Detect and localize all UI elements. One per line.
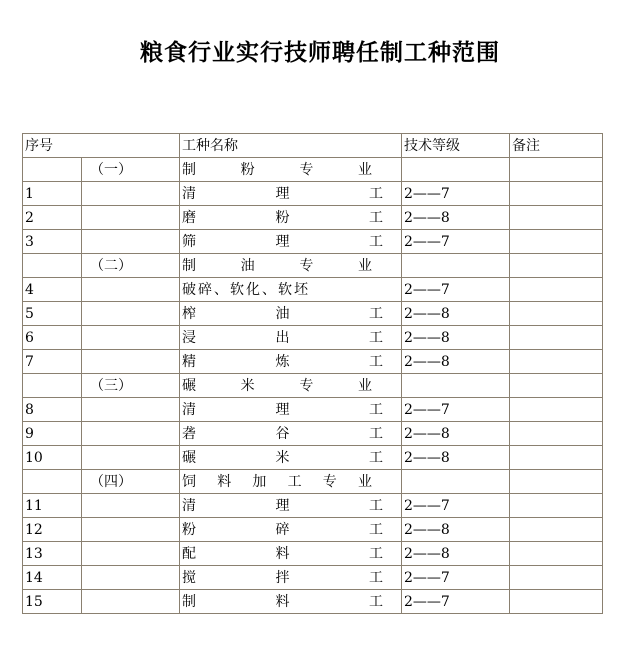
row-empty-cell <box>82 326 180 350</box>
row-empty-cell <box>82 446 180 470</box>
section-grade-empty <box>402 158 510 182</box>
table-row <box>23 494 603 518</box>
row-job-name <box>180 230 402 254</box>
row-serial-number: 10 <box>23 446 82 470</box>
section-name <box>180 374 402 398</box>
row-empty-cell <box>82 182 180 206</box>
row-job-name <box>180 206 402 230</box>
row-job-name-text: 搅 拌 工 <box>182 569 383 586</box>
row-job-name <box>180 542 402 566</box>
row-remarks <box>510 542 603 566</box>
table-row <box>23 278 603 302</box>
table-row <box>23 542 603 566</box>
section-row <box>23 470 603 494</box>
row-job-name-text: 碾 米 工 <box>182 449 383 466</box>
section-empty-cell <box>23 374 82 398</box>
table-row <box>23 398 603 422</box>
row-skill-grade: 2——7 <box>402 590 510 614</box>
row-empty-cell <box>82 278 180 302</box>
row-serial-number: 7 <box>23 350 82 374</box>
table-row <box>23 566 603 590</box>
row-empty-cell <box>82 494 180 518</box>
row-empty-cell <box>82 206 180 230</box>
section-note-empty <box>510 374 603 398</box>
job-scope-table <box>22 133 603 614</box>
row-job-name-text: 浸 出 工 <box>182 329 383 346</box>
section-label: （三） <box>82 374 180 398</box>
header-row <box>23 134 603 158</box>
row-remarks <box>510 326 603 350</box>
row-job-name-text: 配 料 工 <box>182 545 383 562</box>
row-serial-number: 3 <box>23 230 82 254</box>
table-row <box>23 422 603 446</box>
row-skill-grade: 2——8 <box>402 350 510 374</box>
section-note-empty <box>510 254 603 278</box>
row-job-name <box>180 326 402 350</box>
row-job-name <box>180 302 402 326</box>
section-empty-cell <box>23 470 82 494</box>
section-grade-empty <box>402 470 510 494</box>
section-row <box>23 374 603 398</box>
row-skill-grade: 2——8 <box>402 518 510 542</box>
row-remarks <box>510 278 603 302</box>
row-skill-grade: 2——7 <box>402 230 510 254</box>
section-grade-empty <box>402 374 510 398</box>
table-row <box>23 230 603 254</box>
row-job-name-text: 粉 碎 工 <box>182 521 383 538</box>
row-job-name <box>180 446 402 470</box>
row-serial-number: 11 <box>23 494 82 518</box>
row-skill-grade: 2——8 <box>402 446 510 470</box>
row-serial-number: 15 <box>23 590 82 614</box>
section-label: （二） <box>82 254 180 278</box>
row-remarks <box>510 230 603 254</box>
section-row <box>23 254 603 278</box>
row-job-name-text: 榨 油 工 <box>182 305 383 322</box>
row-job-name <box>180 398 402 422</box>
row-remarks <box>510 182 603 206</box>
section-row <box>23 158 603 182</box>
row-remarks <box>510 350 603 374</box>
table-row <box>23 326 603 350</box>
section-name-text: 碾 米 专 业 <box>182 377 372 394</box>
row-remarks <box>510 206 603 230</box>
row-remarks <box>510 494 603 518</box>
row-job-name-text: 清 理 工 <box>182 185 383 202</box>
row-job-name: 破碎、软化、软坯 <box>180 278 402 302</box>
row-job-name <box>180 350 402 374</box>
row-empty-cell <box>82 542 180 566</box>
row-job-name-text: 磨 粉 工 <box>182 209 383 226</box>
row-empty-cell <box>82 422 180 446</box>
row-skill-grade: 2——8 <box>402 326 510 350</box>
section-name-text: 饲 料 加 工 专 业 <box>182 473 372 490</box>
table-row <box>23 350 603 374</box>
row-serial-number: 1 <box>23 182 82 206</box>
row-skill-grade: 2——7 <box>402 278 510 302</box>
row-remarks <box>510 422 603 446</box>
row-job-name-text: 筛 理 工 <box>182 233 383 250</box>
section-grade-empty <box>402 254 510 278</box>
table-row <box>23 302 603 326</box>
section-empty-cell <box>23 158 82 182</box>
row-remarks <box>510 398 603 422</box>
row-job-name-text: 制 料 工 <box>182 593 383 610</box>
table-row <box>23 446 603 470</box>
row-empty-cell <box>82 590 180 614</box>
row-remarks <box>510 518 603 542</box>
row-empty-cell <box>82 566 180 590</box>
row-serial-number: 9 <box>23 422 82 446</box>
row-remarks <box>510 446 603 470</box>
row-skill-grade: 2——7 <box>402 494 510 518</box>
row-serial-number: 5 <box>23 302 82 326</box>
row-empty-cell <box>82 518 180 542</box>
row-job-name-text: 精 炼 工 <box>182 353 383 370</box>
row-serial-number: 4 <box>23 278 82 302</box>
row-empty-cell <box>82 350 180 374</box>
table-row <box>23 206 603 230</box>
row-skill-grade: 2——8 <box>402 542 510 566</box>
section-label: （一） <box>82 158 180 182</box>
header-remarks: 备注 <box>510 134 603 158</box>
row-serial-number: 12 <box>23 518 82 542</box>
section-label: （四） <box>82 470 180 494</box>
table-row <box>23 590 603 614</box>
row-empty-cell <box>82 302 180 326</box>
row-job-name-text: 清 理 工 <box>182 497 383 514</box>
row-serial-number: 14 <box>23 566 82 590</box>
row-serial-number: 2 <box>23 206 82 230</box>
row-serial-number: 13 <box>23 542 82 566</box>
section-note-empty <box>510 158 603 182</box>
header-serial-number: 序号 <box>23 134 180 158</box>
section-empty-cell <box>23 254 82 278</box>
row-skill-grade: 2——7 <box>402 566 510 590</box>
section-name <box>180 470 402 494</box>
row-skill-grade: 2——8 <box>402 422 510 446</box>
table-row <box>23 182 603 206</box>
header-job-name: 工种名称 <box>180 134 402 158</box>
row-skill-grade: 2——8 <box>402 302 510 326</box>
section-name <box>180 158 402 182</box>
row-job-name <box>180 518 402 542</box>
header-skill-grade: 技术等级 <box>402 134 510 158</box>
row-job-name <box>180 566 402 590</box>
row-job-name <box>180 590 402 614</box>
row-skill-grade: 2——8 <box>402 206 510 230</box>
section-name <box>180 254 402 278</box>
section-name-text: 制 粉 专 业 <box>182 161 372 178</box>
row-job-name <box>180 494 402 518</box>
row-job-name <box>180 182 402 206</box>
row-remarks <box>510 302 603 326</box>
row-remarks <box>510 566 603 590</box>
row-serial-number: 6 <box>23 326 82 350</box>
row-skill-grade: 2——7 <box>402 398 510 422</box>
row-job-name-text: 砻 谷 工 <box>182 425 383 442</box>
row-empty-cell <box>82 398 180 422</box>
row-remarks <box>510 590 603 614</box>
row-serial-number: 8 <box>23 398 82 422</box>
table-row <box>23 518 603 542</box>
row-job-name <box>180 422 402 446</box>
section-name-text: 制 油 专 业 <box>182 257 372 274</box>
page-title: 粮食行业实行技师聘任制工种范围 <box>140 40 500 66</box>
section-note-empty <box>510 470 603 494</box>
row-skill-grade: 2——7 <box>402 182 510 206</box>
row-job-name-text: 清 理 工 <box>182 401 383 418</box>
row-empty-cell <box>82 230 180 254</box>
